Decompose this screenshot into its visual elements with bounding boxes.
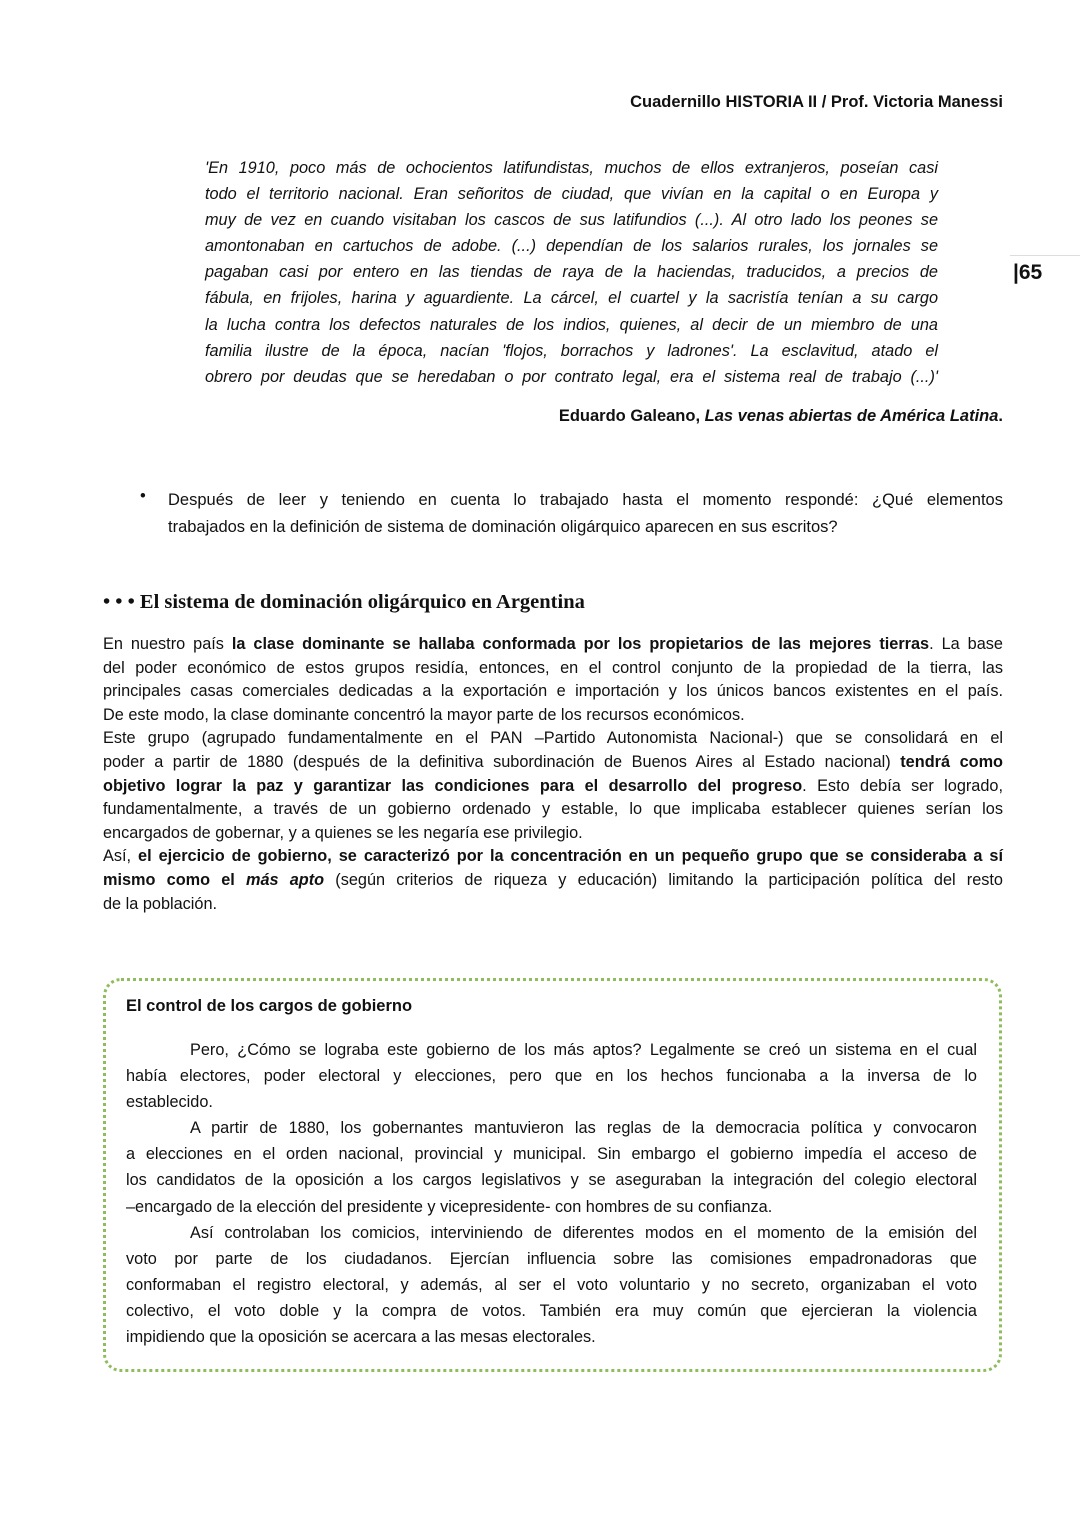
text-line [126,1115,977,1141]
text-line [103,704,1003,728]
text-line [126,1089,977,1115]
text-run: encargados de gobernar, y a quienes se les negaría ese privilegio. [103,823,583,842]
text-run: muy de vez en cuando visitaban los cascos de sus latifundios (...). Al otro lado los peones se [205,211,938,230]
text-run: pagaban casi por entero en las tiendas de raya de la haciendas, traducidos, a precios de [205,263,938,282]
text-run: fábula, en frijoles, harina y aguardiente. La cárcel, el cuartel y la sacristía tenían a su cargo [205,289,938,308]
info-box-body [126,1037,977,1350]
text-line [126,1167,977,1193]
text-line [205,312,938,338]
text-run: –encargado de la elección del presidente y vicepresidente- con hombres de su confianza. [126,1197,773,1216]
quote-block [205,155,938,390]
text-run: trabajados en la definición de sistema de dominación oligárquico aparecen en sus escritos? [168,518,838,536]
text-run: . La base [929,635,1003,653]
text-run: el ejercicio de gobierno, se caracterizó por la concentración en un pequeño grupo que se consideraba a sí [138,847,1003,866]
text-line [205,233,938,259]
text-line [126,1220,977,1246]
text-run: Así controlaban los comicios, interviniendo de diferentes modos en el momento de la emisión del [190,1223,977,1242]
text-run: . Esto debía ser logrado, [802,776,1003,795]
text-run: establecido. [126,1093,213,1112]
text-run: principales casas comerciales dedicadas a la exportación e importación y los únicos bancos existentes en el país. [103,682,1003,701]
text-line [126,1141,977,1167]
text-run: En nuestro país [103,635,232,653]
text-line [126,1063,977,1089]
page-number-rule [1010,255,1080,256]
text-run: Después de leer y teniendo en cuenta lo trabajado hasta el momento respondé: ¿Qué elementos [168,491,1003,509]
text-line [103,869,1003,893]
text-line [103,893,1003,917]
text-run: voto por parte de los ciudadanos. Ejercían influencia sobre las comisiones empadronadoras que [126,1249,977,1268]
text-run: a elecciones en el orden nacional, provincial y municipal. Sin embargo el gobierno impedía el acceso de [126,1145,977,1164]
text-run: familia ilustre de la época, nacían 'flojos, borrachos y ladrones'. La esclavitud, atado el [205,341,938,360]
section-heading: • • • El sistema de dominación oligárquico en Argentina [103,591,585,613]
text-line [126,1194,977,1220]
attribution-end: . [998,407,1003,425]
text-run: había electores, poder electoral y elecciones, pero que en los hechos funcionaba a la inversa de lo [126,1067,977,1086]
attribution-author: Eduardo Galeano, [558,407,705,425]
text-line [168,487,1003,514]
text-run: mismo como el [103,870,246,889]
text-line [205,207,938,233]
attribution-title: Las venas abiertas de América Latina [704,407,999,425]
text-line [103,798,1003,822]
page-header: Cuadernillo HISTORIA II / Prof. Victoria Manessi [630,93,1003,111]
page-number: |65 [1013,261,1043,284]
text-line [103,845,1003,869]
text-run: fundamentalmente, a través de un gobierno ordenado y estable, lo que implicaba establecer quienes serían los [103,800,1003,819]
text-line [126,1324,977,1350]
bullet-icon: • [140,487,146,505]
text-run: objetivo lograr la paz y garantizar las condiciones para el desarrollo del progreso [103,776,803,795]
text-run: Así, [103,847,139,866]
text-line [103,727,1003,751]
text-run: todo el territorio nacional. Eran señoritos de ciudad, que vivían en la capital o en Europa y [205,185,938,204]
text-run: Pero, ¿Cómo se lograba este gobierno de los más aptos? Legalmente se creó un sistema en el cual [190,1041,977,1059]
text-line [205,285,938,311]
text-run: poder a partir de 1880 (después de la definitiva subordinación de Buenos Aires al Estado nacional) [103,752,901,771]
text-line [205,338,938,364]
text-run: los candidatos de la oposición a los cargos legislativos y se aseguraban la integración del colegio electoral [126,1171,977,1190]
text-run: impidiendo que la oposición se acercara a las mesas electorales. [126,1328,596,1347]
text-run: del poder económico de estos grupos residía, entonces, en el control conjunto de la propiedad de la tierra, las [103,658,1003,677]
text-run: 'En 1910, poco más de ochocientos latifundistas, muchos de ellos extranjeros, poseían casi [205,159,938,177]
text-line [126,1298,977,1324]
text-run: colectivo, el voto doble y la compra de votos. También era muy común que ejercieran la violencia [126,1301,977,1320]
text-line [103,751,1003,775]
text-line [103,633,1003,657]
section-body [103,633,1003,916]
text-line [103,822,1003,846]
text-run: conformaban el registro electoral, y además, al ser el voto voluntario y no secreto, organizaban el voto [126,1275,977,1294]
text-line [103,680,1003,704]
text-run: tendrá como [900,752,1003,771]
info-box-title: El control de los cargos de gobierno [126,997,413,1015]
text-run: (según criterios de riqueza y educación) limitando la participación política del resto [324,870,1003,889]
text-line [205,259,938,285]
text-line [168,514,1003,541]
text-run: amontonaban en cartuchos de adobe. (...) dependían de los salarios rurales, los jornales se [205,237,938,256]
text-line [126,1272,977,1298]
text-run: la lucha contra los defectos naturales de los indios, quienes, al decir de un miembro de una [205,315,938,334]
quote-attribution [559,407,1003,426]
text-line [205,155,938,181]
text-line [205,181,938,207]
text-line [126,1246,977,1272]
text-run: la clase dominante se hallaba conformada por los propietarios de las mejores tierras [231,635,930,653]
text-line [103,775,1003,799]
bullet-question [168,487,1003,541]
text-run: de la población. [103,894,218,913]
text-line [103,657,1003,681]
text-run: A partir de 1880, los gobernantes mantuvieron las reglas de la democracia política y convocaron [190,1119,977,1138]
text-run: De este modo, la clase dominante concentró la mayor parte de los recursos económicos. [103,705,745,724]
text-line [205,364,938,390]
text-line [126,1037,977,1063]
text-run: más apto [246,870,325,889]
text-run: obrero por deudas que se heredaban o por contrato legal, era el sistema real de trabajo (...)' [205,367,938,386]
text-run: Este grupo (agrupado fundamentalmente en el PAN –Partido Autonomista Nacional-) que se consolidará en el [103,729,1003,748]
